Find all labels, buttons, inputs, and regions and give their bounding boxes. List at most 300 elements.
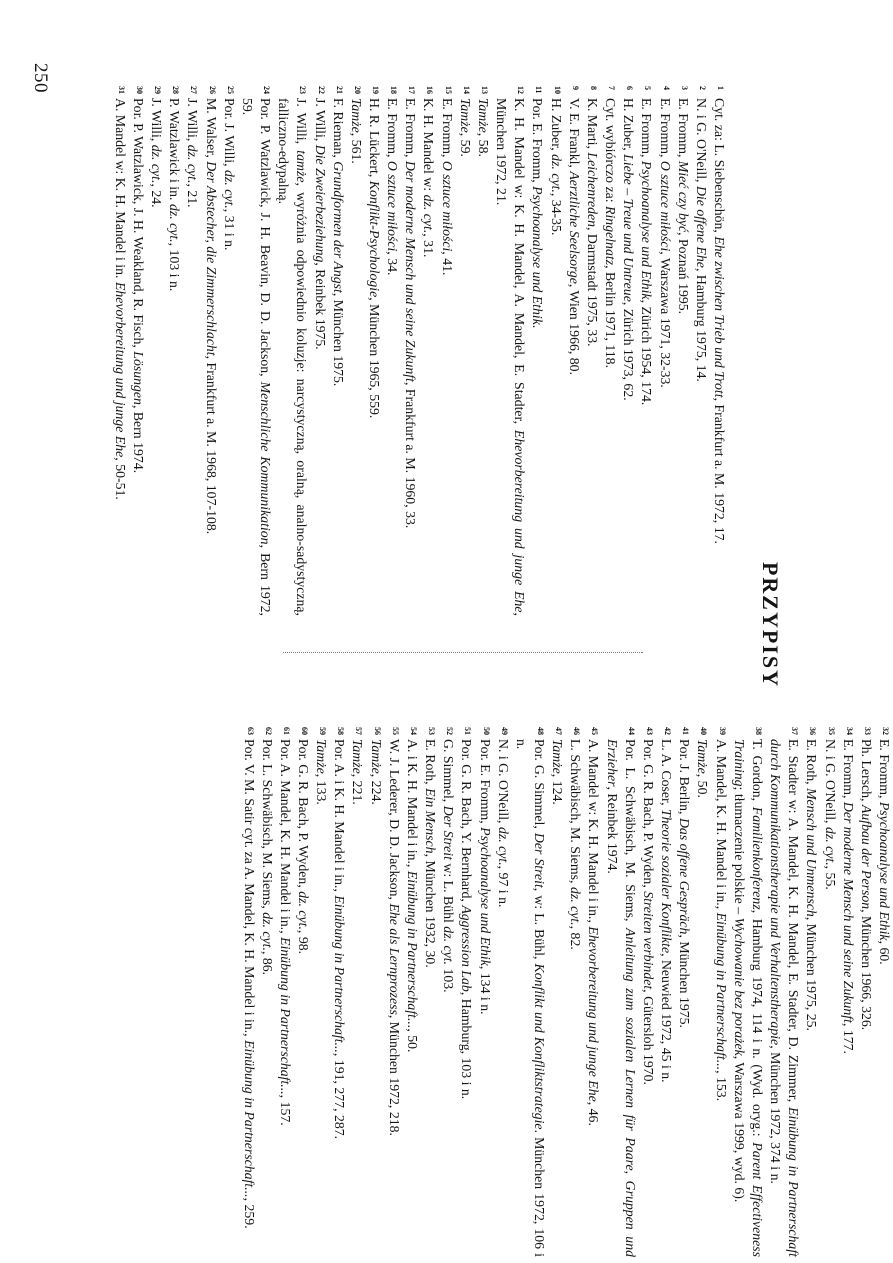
footnote-text: L. A. Coser, [659, 739, 675, 809]
footnote-title-italic: Einübung in Partnerschaft... [332, 895, 348, 1053]
footnote-number: 59 [318, 727, 328, 735]
footnote-number: 63 [245, 727, 255, 735]
footnote-text: , 34. [385, 251, 401, 276]
footnote-title-italic: Der Streit [532, 832, 548, 888]
footnote-text: , 561. [348, 132, 364, 164]
footnote-number: 42 [663, 727, 673, 735]
footnote-number: 20 [352, 86, 362, 94]
footnote-text: , Frankfurt a. M. 1968, 107-108. [203, 355, 219, 535]
footnote [711, 727, 729, 1257]
footnote-text: , Neuwied 1972, 45 i n. [659, 953, 675, 1083]
footnote-text: E. Fromm, [639, 98, 655, 161]
footnote-text: K. Marti, [584, 98, 600, 153]
footnote-title-italic: O sztuce miłości [439, 160, 455, 252]
footnote-title-italic: Leichenreden [584, 152, 600, 227]
footnote-number: 29 [153, 86, 163, 94]
footnote-text: , 124. [550, 773, 566, 805]
footnote [383, 86, 401, 616]
footnote [566, 727, 584, 1257]
footnote-title-italic: Psychoanalyse und Ethik [530, 186, 546, 325]
footnote-number: 57 [354, 727, 364, 735]
footnote-number: 60 [300, 727, 309, 735]
footnote-text: , 50. [404, 1028, 420, 1053]
footnote-number: 11 [534, 86, 544, 94]
footnote-title-italic: Einübung in Partnerschaft... [713, 912, 729, 1071]
footnote-title-italic: Einübung in Partnerschaft... [241, 1040, 257, 1198]
footnote-title-italic: Tamże [550, 739, 566, 774]
footnote-title-italic: Ehevorbereitung und junge Ehe [586, 926, 602, 1102]
footnote-number: 12 [516, 86, 526, 94]
footnote [312, 727, 330, 1257]
footnote-number: 55 [390, 727, 400, 735]
footnote-text: 103. [441, 965, 457, 993]
footnote-text: , w: L. Bühl, [532, 887, 548, 964]
footnote-title-italic: O sztuce miłości [385, 160, 401, 252]
footnote-text: , 259. [241, 1197, 257, 1229]
footnote-text: E. Fromm, [657, 98, 673, 161]
footnote-text: Por. A. i K. H. Mandel i in., [332, 739, 348, 896]
footnote-text: E. Stadter w: A. Mandel, K. H. Mandel, E. Stadter, D. Zimmer, [786, 739, 802, 1108]
footnote [439, 727, 457, 1257]
footnote-text: E. Fromm, [439, 98, 455, 161]
footnote-number: 45 [590, 727, 600, 735]
footnote-text: A. Mandel, K. H. Mandel i in., [713, 739, 729, 913]
footnote-number: 21 [334, 86, 344, 94]
footnote-text: H. Zuber, [548, 98, 564, 155]
footnote [655, 86, 673, 616]
notes-column-right [239, 727, 893, 1257]
footnote-text: H. Zuber, [621, 98, 637, 155]
footnote-number: 32 [881, 727, 890, 735]
footnote-title-italic: Ehe zwischen Trieb und Trott [712, 236, 727, 398]
footnote-text: , München 1972, 374 i n. [768, 1045, 784, 1184]
footnote-number: 51 [463, 727, 473, 735]
footnote-title-italic: Lösungen [131, 351, 146, 405]
footnote [456, 86, 474, 616]
footnote-text: , 97 i n. [495, 865, 511, 908]
footnote-text: F. Rieman, [330, 98, 346, 162]
footnote-text: J. Willi, [312, 98, 328, 145]
footnote-number: 25 [225, 86, 235, 94]
footnote-title-italic: Psychoanalyse und Ethik [877, 801, 892, 941]
footnote-text: , Berlin 1971, 118. [603, 265, 619, 369]
footnote-number: 53 [427, 727, 437, 735]
footnote-text: , Frankfurt a. M. 1972, 17. [712, 397, 727, 544]
footnote-title-italic: Ringelnatz [603, 206, 619, 266]
footnote-title-italic: O sztuce miłości [657, 160, 673, 252]
footnote-number: 49 [499, 727, 509, 735]
footnote-number: 3 [679, 86, 689, 90]
footnote-text: A. Mandel w: K. H. Mandel i in. [112, 98, 128, 282]
footnote-number: 5 [643, 86, 653, 90]
footnote-text: J. Willi, [294, 98, 310, 151]
footnote-number: 43 [644, 727, 654, 735]
footnote-text: Por. E. Fromm, [477, 739, 493, 828]
footnote [820, 727, 838, 1257]
footnote-text: H. R. Lückert, [367, 98, 383, 181]
footnote-text: , 31 i n. [221, 208, 237, 251]
footnote-text: , München 1972, 21. [494, 98, 528, 616]
footnote-text: , Frankfurt a. M. 1960, 33. [403, 381, 419, 529]
footnote-number: 40 [699, 727, 709, 735]
footnote-title-italic: Familienkonferenz [749, 806, 765, 910]
page-number: 250 [30, 63, 51, 93]
footnote-title-italic: Der Streit [441, 805, 457, 860]
footnote [147, 86, 165, 616]
footnote-text: G. Simmel, [441, 739, 457, 806]
footnote [601, 86, 619, 616]
footnote-title-italic: Einübung in Partnerschaft... [277, 937, 293, 1095]
footnote-text: , 31. [421, 233, 437, 258]
footnote-text: , München 1975, 25. [804, 916, 820, 1032]
footnote-title-italic: Tamże [314, 739, 330, 774]
footnote-title-italic: Tamże [457, 98, 473, 133]
footnote-number: 37 [790, 727, 800, 735]
footnote-text: , 98. [296, 929, 311, 955]
footnote-text: Por. J. Berlin, [677, 739, 693, 818]
footnote-text: , 191, 277, 287. [332, 1052, 348, 1140]
footnote-text: w: L. Bühl [441, 859, 457, 927]
footnote-text: P. Watzlawick i in. [167, 98, 183, 204]
footnote-title-italic: dz. cyt. [421, 194, 437, 234]
footnote-text: K. H. Mandel w: [421, 98, 437, 195]
footnote [619, 86, 637, 616]
footnote-text: , Darmstadt 1975, 33. [584, 227, 600, 347]
footnote [220, 86, 238, 616]
footnote-number: 10 [552, 86, 562, 94]
footnote [403, 727, 421, 1257]
footnote-text: , 82. [568, 925, 584, 950]
footnote-number: 17 [407, 86, 417, 94]
footnote-text: , 133. [314, 773, 330, 805]
footnote-text: , 157. [277, 1094, 293, 1126]
footnote-text: E. Roth, [423, 739, 439, 789]
footnote-title-italic: Anleitung zum sozialen Lernen für Paare, Gruppen und Erzieher [604, 739, 638, 1257]
footnote-text: , 86. [259, 950, 275, 976]
footnote-text: , 59. [457, 132, 473, 157]
footnote-text: , Zürich 1973, 62. [621, 301, 637, 401]
footnote-text: L. Schwäbisch, M. Siems, [568, 739, 584, 887]
footnote [675, 727, 693, 1257]
footnote [857, 727, 875, 1257]
footnote-text: , 58. [475, 132, 491, 157]
page-title: PRZYPISY [758, 561, 783, 688]
footnote-text: N. i G. O'Neill, [495, 739, 511, 827]
footnote-text: Ph. Lersch, [858, 739, 874, 805]
footnote-text: N. i G. O'Neill, [822, 739, 838, 827]
footnote [474, 86, 492, 616]
footnote [710, 86, 728, 616]
footnote-text: , München 1966, 326. [858, 909, 874, 1031]
footnote [347, 86, 365, 616]
footnote [366, 727, 384, 1257]
footnote-number: 14 [461, 86, 471, 94]
footnote-title-italic: dz. cyt. [441, 926, 457, 965]
footnote-number: 56 [372, 727, 382, 735]
footnote-text: , 103 i n. [167, 242, 183, 292]
footnote-text: J. Willi, [185, 98, 201, 145]
footnote-text: E. Fromm, [385, 98, 401, 161]
footnote-text: , Bern 1972, 59. [239, 98, 274, 617]
footnote-text: E. Roth, [804, 739, 820, 789]
footnote-title-italic: Tamże [368, 739, 384, 774]
footnote-title-italic: Tamże [350, 739, 366, 774]
footnote-number: 46 [572, 727, 582, 735]
footnote-text: Por. A. Mandel, K. H. Mandel i in., [277, 739, 293, 938]
footnote-text: E. Fromm, [840, 739, 856, 802]
footnote-title-italic: Tamże [475, 98, 491, 133]
footnote-title-italic: Die offene Ehe [693, 185, 709, 268]
footnote-number: 38 [753, 727, 763, 735]
footnote-text: , Zürich 1954, 174. [639, 299, 655, 406]
footnote-text: T. Gordon, [749, 739, 765, 807]
footnote [165, 86, 183, 616]
footnote-title-italic: Liebe – Treue und Untreue [621, 154, 637, 302]
footnote-text: Cyt. wybiórczo za: [603, 98, 619, 207]
footnote [546, 86, 564, 616]
footnote-text: , Bern 1974. [131, 404, 146, 474]
footnote-text: Por. G. Simmel, [532, 739, 548, 833]
footnote [276, 727, 294, 1257]
footnote-title-italic: Psychoanalyse und Ethik [639, 160, 655, 300]
footnote-title-italic: dz. cyt. [296, 891, 311, 930]
footnote-number: 7 [607, 86, 617, 90]
column-divider [283, 652, 643, 653]
footnote [183, 86, 201, 616]
footnote-text: , München 1975. [330, 292, 346, 387]
footnote-title-italic: Der moderne Mensch und seine Zukunft [840, 801, 856, 1023]
footnote-text: , Warszawa 1971, 32-33. [657, 251, 673, 388]
footnote [839, 727, 857, 1257]
footnote-title-italic: Ehevorbereitung und junge Ehe [512, 429, 528, 613]
footnote-text: , 50. [695, 773, 711, 798]
footnote-text: N. i G. O'Neill, [693, 98, 709, 186]
footnote-title-italic: Einübung in Partnerschaft durch Kommunikationstherapie und Verhaltenstherapie [768, 739, 802, 1257]
footnote-text: , 177. [840, 1022, 856, 1054]
footnote [492, 86, 528, 616]
footnote-text: , Warszawa 1999, wyd. 6). [731, 1055, 747, 1203]
footnote [584, 727, 602, 1257]
footnote-text: . [530, 324, 546, 329]
footnote [238, 86, 274, 616]
footnote-title-italic: Die Zweierbeziehung [312, 144, 328, 263]
footnote [494, 727, 512, 1257]
footnote-text: , 134 i n. [477, 965, 493, 1015]
footnote-text: ; tłumaczenie polskie – [731, 786, 747, 918]
footnote-text: , München 1975. [677, 934, 693, 1028]
footnote-text: E. Fromm, [403, 98, 419, 161]
footnote-title-italic: Einübung in Partnerschaft... [404, 870, 420, 1029]
footnote-number: 39 [717, 727, 727, 735]
footnote-text: Por. J. Willi, [221, 98, 237, 171]
footnote-title-italic: Mensch und Unmensch [804, 788, 820, 917]
footnote [766, 727, 802, 1257]
footnote-title-italic: Aufbau der Person [858, 804, 874, 910]
footnote-text: M. Walser, [203, 98, 219, 162]
footnote-title-italic: Ehevorbereitung und junge Ehe [112, 281, 128, 458]
footnote [512, 727, 548, 1257]
footnote-title-italic: dz. cyt. [149, 144, 165, 184]
footnote-text: E. Fromm, [675, 98, 691, 161]
footnote [583, 86, 601, 616]
footnote-number: 34 [844, 727, 854, 735]
footnote-number: 50 [481, 727, 491, 735]
footnote-number: 6 [625, 86, 635, 90]
footnote [657, 727, 675, 1257]
footnote [692, 86, 710, 616]
footnote-text: , 46. [586, 1101, 602, 1126]
footnote-number: 58 [336, 727, 346, 735]
footnote-number: 54 [408, 727, 418, 735]
footnote-text: Por. G. R. Bach, P. Wyden, [640, 739, 656, 892]
footnote [438, 86, 456, 616]
footnote-number: 18 [389, 86, 399, 94]
footnote-text: Cyt. za: L. Siebenschön, [712, 98, 727, 237]
footnote-title-italic: Konflikt und Konfliktstrategie [532, 963, 548, 1130]
footnote-number: 22 [316, 86, 326, 94]
footnote-number: 8 [588, 86, 598, 90]
footnote-text: , 41. [439, 251, 455, 276]
footnote [258, 727, 276, 1257]
footnote-number: 52 [445, 727, 455, 735]
footnote-title-italic: Konflikt-Psychologie [367, 180, 383, 298]
footnote-title-italic: Der Abstecher, die Zimmerschlacht [203, 161, 219, 356]
footnote [421, 727, 439, 1257]
footnote [875, 727, 893, 1257]
footnote-title-italic: Streiten verbindet [640, 891, 656, 990]
footnote-text: , Hamburg 1975, 14. [693, 267, 709, 382]
footnote [457, 727, 475, 1257]
footnote-number: 28 [171, 86, 181, 94]
footnote-title-italic: Theorie sozialer Konflikte [659, 808, 675, 954]
footnote [419, 86, 437, 616]
footnote-title-italic: Aerztliche Seelsorge [566, 171, 582, 284]
footnote-title-italic: dz. cyt. [221, 170, 237, 209]
footnote [637, 86, 655, 616]
footnote-text: Por. P. Watzlawick, J. H. Beavin, D. D. Jackson, [258, 98, 274, 382]
footnote-number: 47 [554, 727, 564, 735]
footnote-text: W. J. Lederer, D. D. Jackson, [386, 739, 402, 904]
footnote [330, 727, 348, 1257]
footnote-text: Por. E. Fromm, [530, 98, 546, 187]
notes-column-left [111, 86, 728, 616]
footnote-text: , München 1932, 30. [423, 853, 439, 968]
footnote-title-italic: Tamże [695, 739, 711, 774]
footnote-text: Por. G. R. Bach, P. Wyden, [296, 739, 311, 892]
footnote-number: 44 [626, 727, 636, 735]
footnote-number: 31 [116, 86, 126, 94]
footnote-text: Por. G. R. Bach, Y. Bernhard, [459, 739, 475, 906]
footnote-title-italic: Grundformen der Angst [330, 161, 346, 293]
footnote-number: 35 [826, 727, 836, 735]
footnote-number: 30 [135, 86, 144, 94]
footnote [674, 86, 692, 616]
footnote-text: Por. L. Schwäbisch, M. Siems, [259, 739, 275, 913]
footnote-title-italic: Aggression Lab [459, 905, 475, 992]
footnote-text: Por. P. Watzlawick, J. H. Weakland, R. Fisch, [131, 98, 146, 352]
footnote-title-italic: Der moderne Mensch und seine Zukunft [403, 160, 419, 382]
footnote [385, 727, 403, 1257]
footnote-text: , 224. [368, 773, 384, 805]
footnote-text: , Reinbek 1975. [312, 262, 328, 350]
footnote-number: 24 [262, 86, 272, 94]
footnote-number: 13 [479, 86, 489, 94]
footnote [294, 727, 312, 1257]
footnote-title-italic: Das offene Gespräch [677, 817, 693, 935]
footnote-title-italic: Psychoanalyse und Ethik [477, 827, 493, 966]
footnote-title-italic: dz. cyt. [495, 826, 511, 866]
footnote-title-italic: Parent Effectiveness Training [731, 739, 765, 1257]
footnote-number: 26 [207, 86, 217, 94]
footnote-number: 19 [371, 86, 381, 94]
footnote-text: E. Fromm, [877, 739, 892, 802]
footnote-text: , München 1965, 559. [367, 297, 383, 419]
footnote-title-italic: Ein Mensch [423, 788, 439, 854]
footnote [528, 86, 546, 616]
footnote-title-italic: dz. cyt. [822, 826, 838, 866]
footnote [129, 86, 147, 616]
footnote [693, 727, 711, 1257]
footnote-text: , 55. [822, 865, 838, 890]
footnote [639, 727, 657, 1257]
footnote-text: Por. V. M. Satir cyt. za A. Mandel, K. H. Mandel i in., [241, 739, 257, 1041]
footnote [565, 86, 583, 616]
footnote-title-italic: dz. cyt. [548, 154, 564, 193]
footnote-number: 36 [808, 727, 818, 735]
footnote [802, 727, 820, 1257]
footnote-text: , 34-35. [548, 192, 564, 236]
footnote [239, 727, 257, 1257]
footnote-text: , Poznań 1995. [675, 232, 691, 315]
footnote-text: , 221. [350, 773, 366, 805]
footnote-number: 2 [697, 86, 707, 90]
footnote-title-italic: dz. cyt. [167, 203, 183, 243]
footnote-title-italic: Wychowanie bez porażek [731, 917, 747, 1056]
footnote-title-italic: tamże [294, 150, 310, 183]
footnote-text: , 24. [149, 183, 165, 208]
footnote-text: , München 1972, 218. [386, 1014, 402, 1136]
footnote-text: , 60. [877, 940, 892, 965]
footnote-text: , 50-51. [112, 457, 128, 500]
footnote-number: 1 [716, 86, 725, 90]
footnote-title-italic: Ehe als Lernprozess [386, 903, 402, 1015]
footnote [475, 727, 493, 1257]
footnote-text: , 153. [713, 1070, 729, 1102]
footnote [201, 86, 219, 616]
footnote-title-italic: Tamże [348, 98, 364, 133]
footnote [603, 727, 639, 1257]
footnote-number: 4 [661, 86, 671, 90]
footnote-number: 41 [681, 727, 691, 735]
footnote-text: A. i K. H. Mandel i in., [404, 739, 420, 871]
footnote-number: 23 [298, 86, 308, 94]
footnote-title-italic: dz. cyt. [568, 886, 584, 926]
footnote-text: , Reinbek 1974. [604, 786, 620, 874]
footnote [111, 86, 129, 616]
footnote-text: , Gütersloh 1970. [640, 989, 656, 1085]
footnote-title-italic: Menschliche Kommunikation [258, 381, 274, 545]
footnote-number: 15 [443, 86, 453, 94]
footnote [730, 727, 766, 1257]
footnote [548, 727, 566, 1257]
footnote [329, 86, 347, 616]
footnote-text: , Wien 1966, 80. [566, 283, 582, 376]
footnote-text: , wyróżnia odpowiednio koluzje: narcystyczną, oralną, analno-sadystyczną, falliczno-edypalną. [276, 98, 310, 616]
footnote-title-italic: dz. cyt. [259, 912, 275, 951]
footnote [401, 86, 419, 616]
footnote-text: V. E. Frankl, [566, 98, 582, 172]
footnote-text: , Hamburg 1974, 114 i n. (Wyd. oryg.: [749, 909, 765, 1143]
